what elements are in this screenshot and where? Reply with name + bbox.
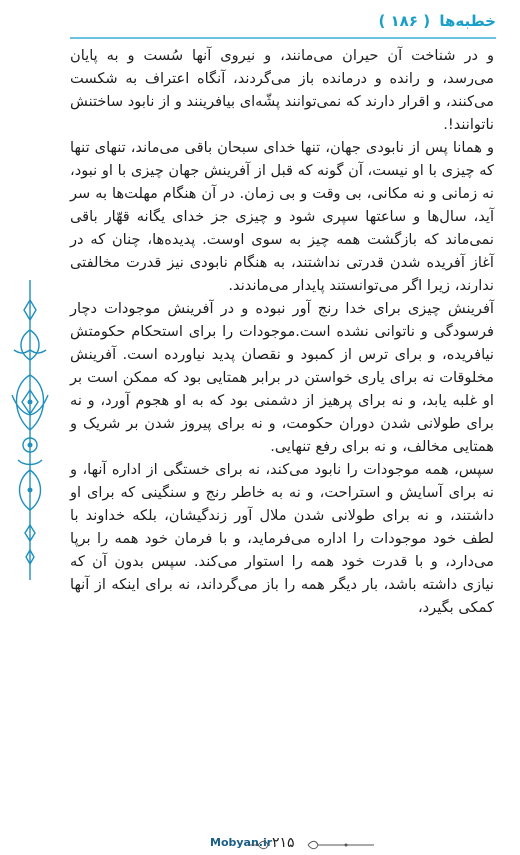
text-body	[70, 44, 494, 619]
page-number: ۲۱۵	[272, 835, 295, 851]
site-watermark: Mobyan.ir	[210, 836, 273, 849]
paragraph: و همانا پس از نابودی جهان، تنها خدای سبحان باقی می‌ماند، تنهای تنها که چیزی با او نیست، آن گونه که قبل از آفرینش جهان چیزی با او نبود، نه زمانی و نه مکانی، بی وقت و بی زمان. در آن هنگام مهلت‌ها به سر آید، سال‌ها و ساعتها سپری شود و چیزی جز خدای یگانه قهّار باقی نمی‌ماند که بازگشت همه چیز به سوی اوست. پدیده‌ها، چنان که در آغاز آفریده شدن قدرتی نداشتند، به هنگام نابودی نیز قدرت مخالفتی ندارند، زیرا اگر می‌توانستند پایدار می‌ماندند.	[70, 139, 494, 294]
paragraph: آفرینش چیزی برای خدا رنج آور نبوده و در آفرینش موجودات دچار فرسودگی و ناتوانی نشده است.موجودات را برای استحکام حکومتش نیافریده، و برای ترس از کمبود و نقصان پدید نیاورده است. آفرینش مخلوقات نه برای یاری خواستن در برابر همتایی بود که ممکن است بر او غلبه یابد، و نه برای پرهیز از دشمنی بود که به او هجوم آورد، و نه برای طولانی شدن دوران حکومت، و نه برای پیروز شدن بر شریک و همتایی مخالف، و نه برای رفع تنهایی.	[70, 300, 494, 455]
paragraph: سپس، همه موجودات را نابود می‌کند، نه برای خستگی از اداره آنها، و نه برای آسایش و استراحت، و نه به خاطر رنج و سنگینی که برای او داشتند، و نه برای طولانی شدن ملال آور زندگیشان، بلکه خداوند با لطف خود موجودات را اداره می‌فرماید، و با فرمان خود همه را برپا می‌دارد، و با قدرت خود همه را استوار می‌کند. سپس بدون آن که نیازی داشته باشد، بار دیگر همه را باز می‌گرداند، نه برای اینکه از آنها کمکی بگیرد،	[70, 461, 494, 616]
page-header	[374, 12, 496, 30]
footer-left-flourish-icon	[248, 839, 270, 851]
sermon-number: ( ۱۸۶ )	[378, 12, 431, 30]
page-footer	[0, 831, 520, 855]
header-rule	[70, 37, 496, 39]
footer-right-flourish-icon	[306, 839, 376, 851]
paragraph: و در شناخت آن حیران می‌مانند، و نیروی آنها سُست و به پایان می‌رسد، و رانده و درمانده باز می‌گردند، آنگاه اعتراف به شکست می‌کنند، و اقرار دارند که نمی‌توانند پشّه‌ای بیافرینند و از نابود ساختنش ناتوانند!.	[70, 47, 494, 133]
margin-ornament-icon	[4, 280, 56, 580]
section-title: خطبه‌ها	[439, 12, 496, 30]
